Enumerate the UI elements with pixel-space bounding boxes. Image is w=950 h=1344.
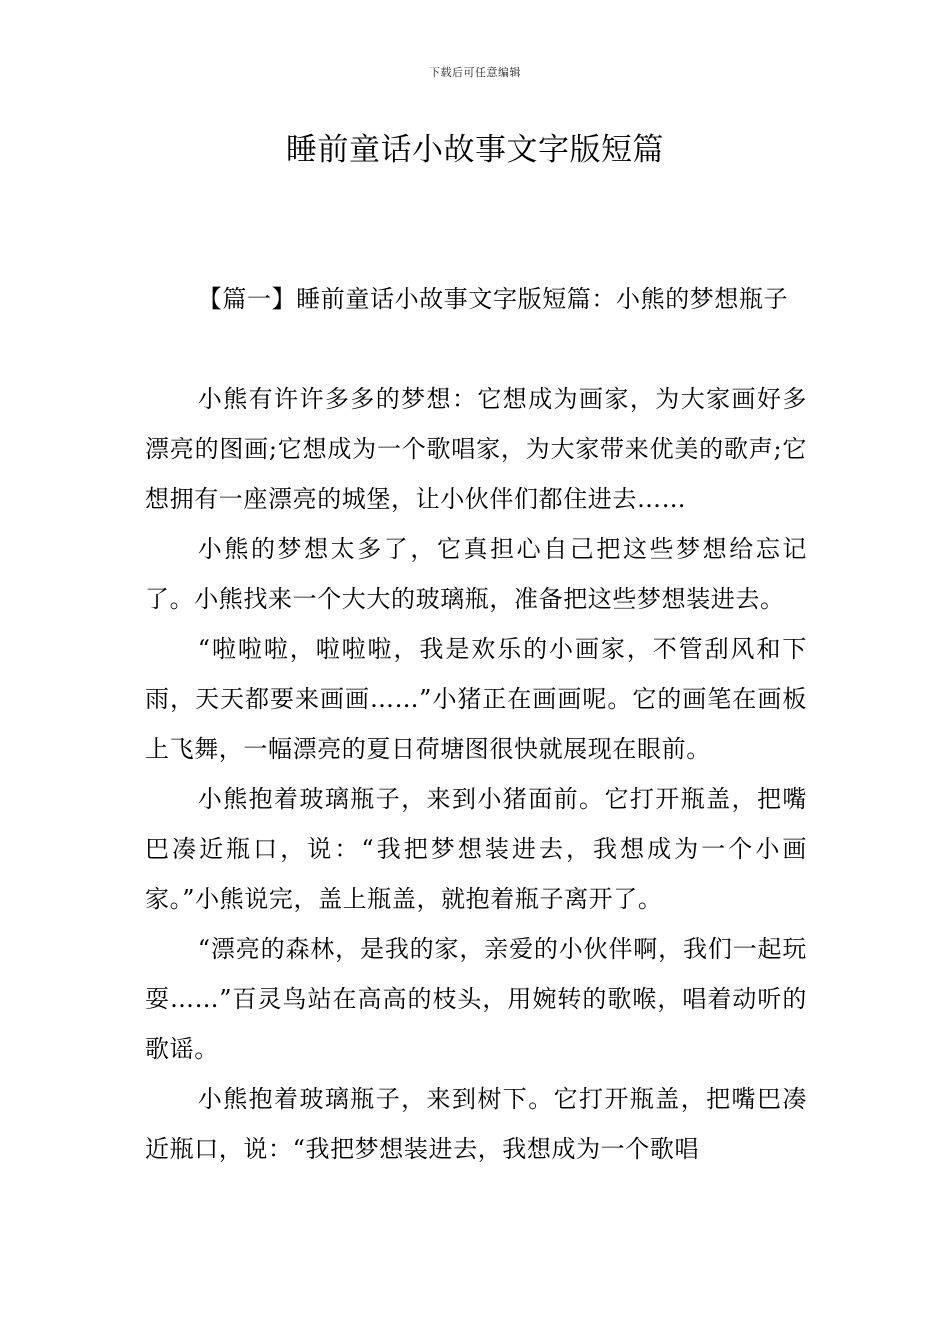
paragraph: 小熊抱着玻璃瓶子，来到树下。它打开瓶盖，把嘴巴凑近瓶口，说：“我把梦想装进去，我想成为一个歌唱 — [145, 1085, 807, 1163]
paragraph: 小熊有许许多多的梦想：它想成为画家，为大家画好多漂亮的图画;它想成为一个歌唱家，为大家带来优美的歌声;它想拥有一座漂亮的城堡，让小伙伴们都住进去…… — [145, 385, 807, 513]
paragraph: “漂亮的森林，是我的家，亲爱的小伙伴啊，我们一起玩耍……”百灵鸟站在高高的枝头，用婉转的歌喉，唱着动听的歌谣。 — [145, 935, 807, 1063]
document-title: 睡前童话小故事文字版短篇 — [286, 132, 664, 168]
section-heading: 【篇一】睡前童话小故事文字版短篇：小熊的梦想瓶子 — [197, 285, 789, 313]
paragraph: 小熊的梦想太多了，它真担心自己把这些梦想给忘记了。小熊找来一个大大的玻璃瓶，准备把这些梦想装进去。 — [145, 535, 807, 613]
paragraph: 小熊抱着玻璃瓶子，来到小猪面前。它打开瓶盖，把嘴巴凑近瓶口，说：“我把梦想装进去，我想成为一个小画家。”小熊说完，盖上瓶盖，就抱着瓶子离开了。 — [145, 785, 807, 913]
paragraph: “啦啦啦，啦啦啦，我是欢乐的小画家，不管刮风和下雨，天天都要来画画……”小猪正在画画呢。它的画笔在画板上飞舞，一幅漂亮的夏日荷塘图很快就展现在眼前。 — [145, 635, 807, 763]
document-body — [145, 274, 807, 1174]
header-note: 下载后可任意编辑 — [429, 66, 521, 79]
